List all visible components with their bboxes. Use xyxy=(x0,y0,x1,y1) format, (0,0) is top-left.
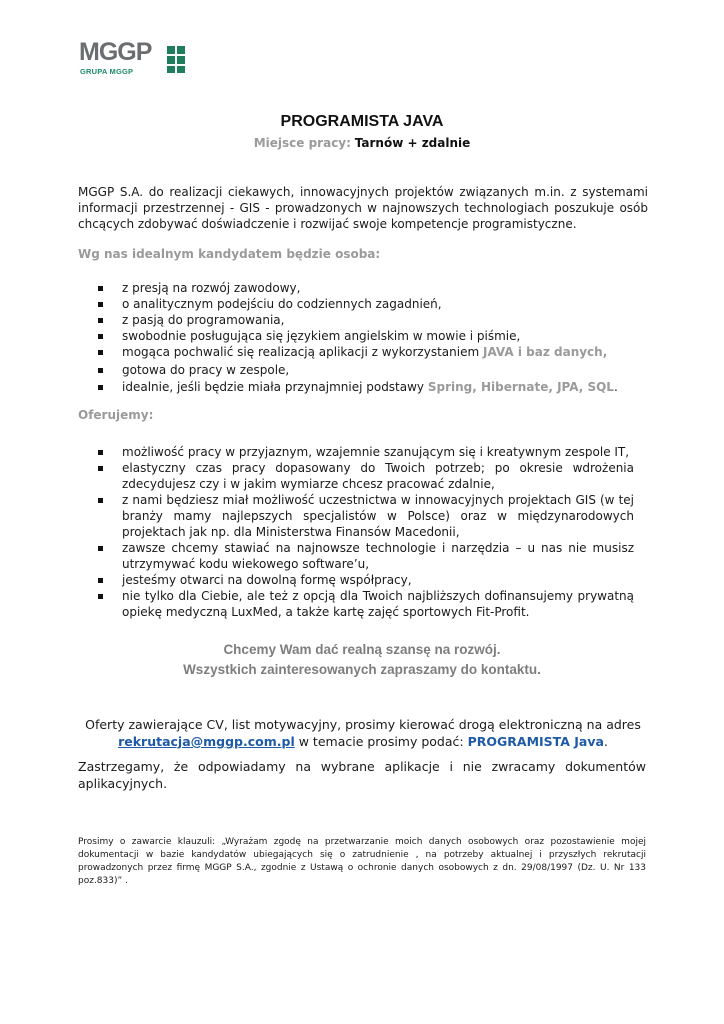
list-item: nie tylko dla Ciebie, ale też z opcją dla Twoich najbliższych dofinansujemy prywatną opiekę medyczną LuxMed, a także kartę zajęć sportowych Fit-Profit. xyxy=(94,588,634,620)
bullet-icon xyxy=(98,466,103,471)
location-label: Miejsce pracy: xyxy=(253,136,351,150)
list-item: idealnie, jeśli będzie miała przynajmniej podstawy Spring, Hibernate, JPA, SQL. xyxy=(94,379,634,395)
bullet-icon xyxy=(98,450,103,455)
offer-heading: Oferujemy: xyxy=(78,408,154,422)
intro-paragraph: MGGP S.A. do realizacji ciekawych, innowacyjnych projektów związanych m.in. z systemami informacji przestrzennej - GIS - prowadzonych w najnowszych technologiach poszukuje osób chcących zdobywać doświadczenie i rozwijać swoje kompetencje programistyczne. xyxy=(78,185,648,231)
bullet-icon xyxy=(98,334,103,339)
logo-group-label: GRUPA MGGP xyxy=(80,67,134,76)
slogan-line-2: Wszystkich zainteresowanych zapraszamy do kontaktu. xyxy=(183,662,541,677)
list-item: swobodnie posługująca się językiem angielskim w mowie i piśmie, xyxy=(94,328,634,344)
logo-wordmark: MGGP xyxy=(79,38,152,66)
contact-text: Oferty zawierające CV, list motywacyjny, prosimy kierować drogą elektroniczną na adres xyxy=(85,717,641,732)
location-value: Tarnów + zdalnie xyxy=(354,136,471,150)
list-item: elastyczny czas pracy dopasowany do Twoich potrzeb; po okresie wdrożenia zdecydujesz czy i w jakim wymiarze chcesz pracować zdalnie, xyxy=(94,460,634,492)
tech-highlight: Spring, Hibernate, JPA, SQL xyxy=(427,380,614,394)
bullet-icon xyxy=(98,302,103,307)
offer-list xyxy=(94,444,634,620)
candidate-heading: Wg nas idealnym kandydatem będzie osoba: xyxy=(78,247,381,261)
bullet-icon xyxy=(98,350,103,355)
list-item: zawsze chcemy stawiać na najnowsze technologie i narzędzia – u nas nie musisz utrzymywać kodu wiekowego software’u, xyxy=(94,540,634,572)
gdpr-clause: Prosimy o zawarcie klauzuli: „Wyrażam zgodę na przetwarzanie moich danych osobowych oraz pozostawienie mojej dokumentacji w bazie kandydatów ubiegających się o zatrudnienie , na potrzeby aktualnej i przyszłych rekrutacji prowadzonych przez firmę MGGP S.A., zgodnie z Ustawą o ochronie danych osobowych z dn. 29/08/1997 (Dz. U. Nr 133 poz.833)” . xyxy=(78,837,646,886)
bullet-icon xyxy=(98,594,103,599)
list-item: z nami będziesz miał możliwość uczestnictwa w innowacyjnych projektach GIS (w tej branży mamy najlepszych specjalistów w Polsce) oraz w międzynarodowych projektach jak np. dla Ministerstwa Finansów Macedonii, xyxy=(94,492,634,540)
email-link[interactable]: rekrutacja@mggp.com.pl xyxy=(118,734,295,749)
job-title: PROGRAMISTA JAVA xyxy=(280,113,444,130)
bullet-icon xyxy=(98,368,103,373)
subject-tag: PROGRAMISTA Java xyxy=(467,734,604,749)
contact-paragraph: Oferty zawierające CV, list motywacyjny, prosimy kierować drogą elektroniczną na adres rekrutacja@mggp.com.pl w temacie prosimy podać: PROGRAMISTA Java. xyxy=(85,717,641,749)
bullet-icon xyxy=(98,578,103,583)
slogan xyxy=(0,640,724,680)
candidate-list xyxy=(94,280,634,395)
list-item: gotowa do pracy w zespole, xyxy=(94,362,634,378)
list-item: mogąca pochwalić się realizacją aplikacji z wykorzystaniem JAVA i baz danych, xyxy=(94,344,634,360)
list-item: jesteśmy otwarci na dowolną formę współpracy, xyxy=(94,572,634,588)
slogan-line-1: Chcemy Wam dać realną szansę na rozwój. xyxy=(223,642,501,657)
list-item: możliwość pracy w przyjaznym, wzajemnie szanującym się i kreatywnym zespole IT, xyxy=(94,444,634,460)
bullet-icon xyxy=(98,318,103,323)
list-item: z pasją do programowania, xyxy=(94,312,634,328)
logo-squares-icon xyxy=(167,46,186,73)
list-item: o analitycznym podejściu do codziennych zagadnień, xyxy=(94,296,634,312)
bullet-icon xyxy=(98,546,103,551)
company-logo xyxy=(79,40,189,80)
disclaimer-paragraph: Zastrzegamy, że odpowiadamy na wybrane aplikacje i nie zwracamy dokumentów aplikacyjnych. xyxy=(78,759,646,791)
list-item: z presją na rozwój zawodowy, xyxy=(94,280,634,296)
bullet-icon xyxy=(98,385,103,390)
job-location xyxy=(0,136,724,150)
bullet-icon xyxy=(98,286,103,291)
java-db-highlight: JAVA i baz danych, xyxy=(482,345,608,359)
bullet-icon xyxy=(98,498,103,503)
